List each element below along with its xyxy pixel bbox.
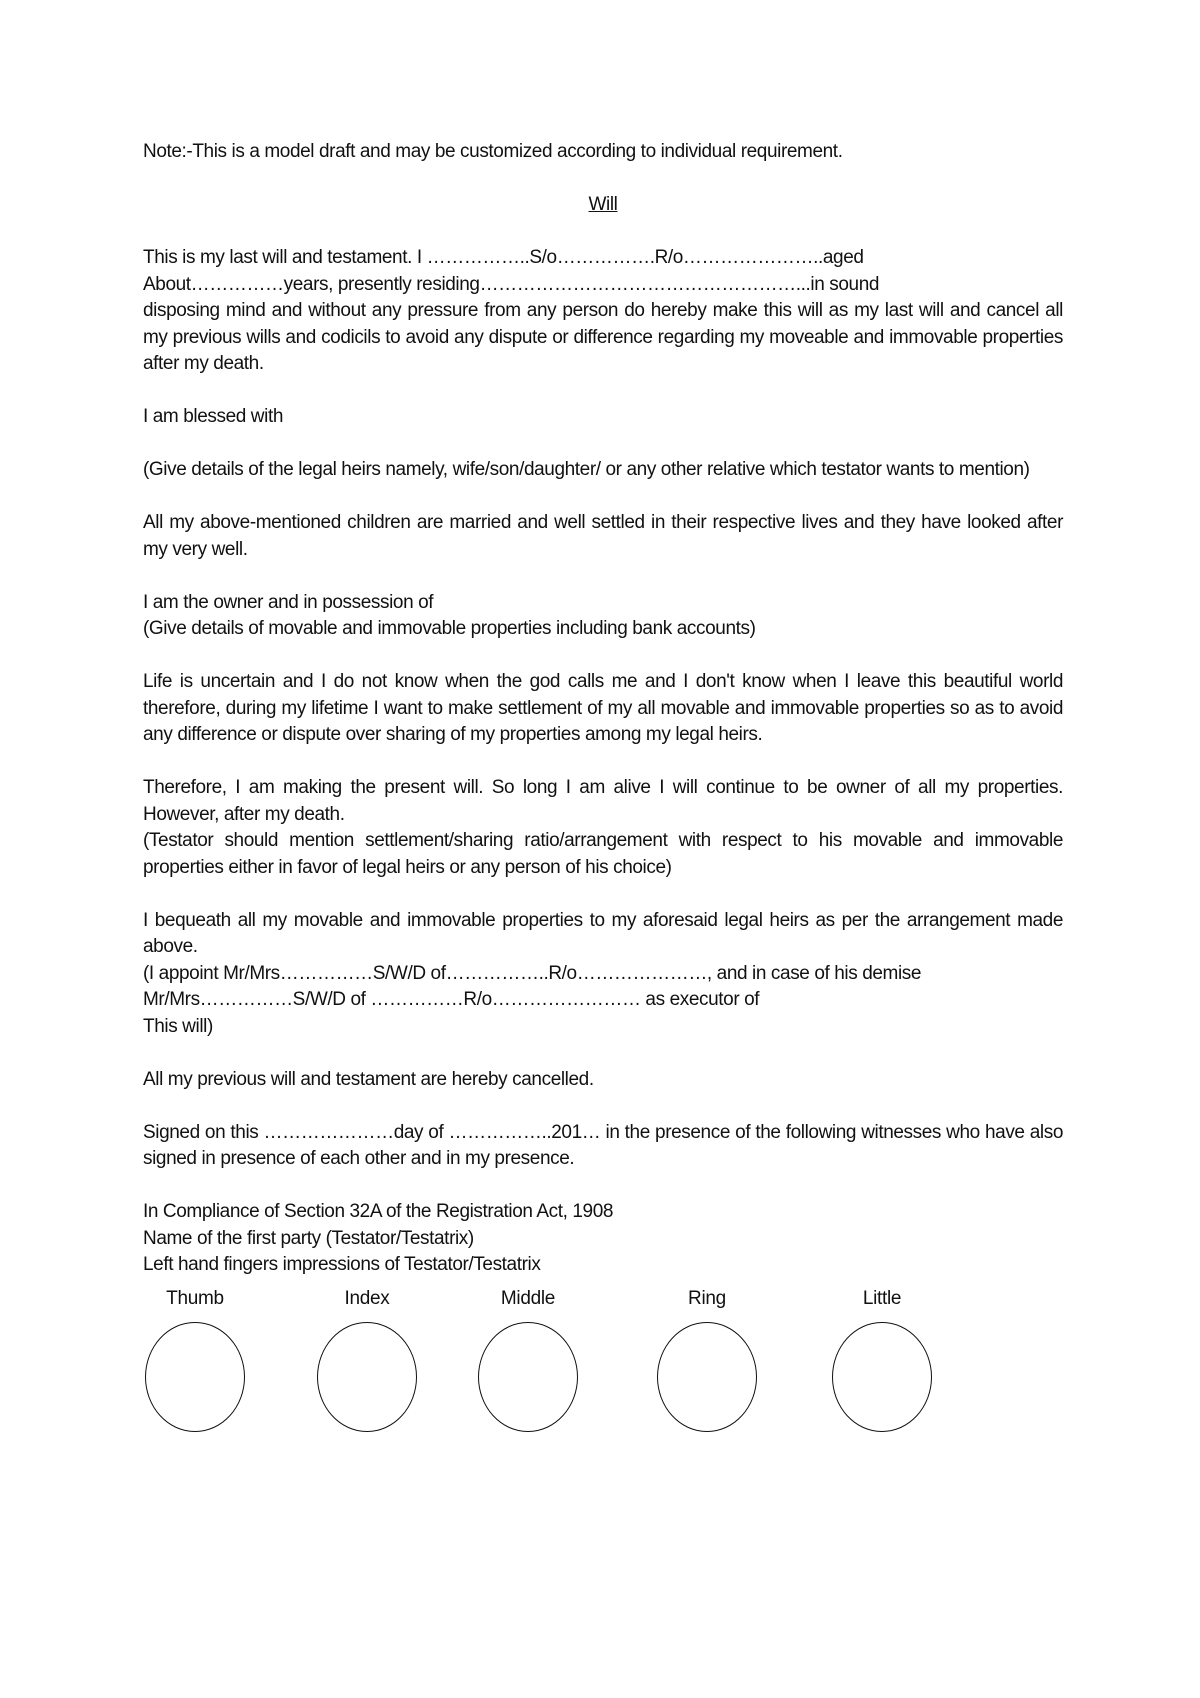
legal-heirs-instruction: (Give details of the legal heirs namely, wife/son/daughter/ or any other relative which testator wants to mention) xyxy=(143,459,1030,480)
document-body xyxy=(143,139,1063,1279)
blessed-with-line: I am blessed with xyxy=(143,406,283,427)
executor-line-2: Mr/Mrs……………S/W/D of ……………R/o…………………… as executor of xyxy=(143,989,760,1010)
finger-box-ring xyxy=(637,1288,777,1438)
finger-label-thumb: Thumb xyxy=(166,1288,224,1309)
intro-paragraph: disposing mind and without any pressure from any person do hereby make this will as my last will and cancel all my previous wills and codicils to avoid any dispute or difference regarding my moveable and immovable properties after my death. xyxy=(143,300,1063,374)
previous-wills-cancelled: All my previous will and testament are hereby cancelled. xyxy=(143,1068,594,1090)
finger-box-middle xyxy=(458,1288,598,1438)
property-details-instruction: (Give details of movable and immovable properties including bank accounts) xyxy=(143,618,756,639)
thumb-impression-circle xyxy=(145,1322,245,1432)
index-impression-circle xyxy=(317,1322,417,1432)
finger-box-little xyxy=(812,1288,952,1438)
model-draft-note: Note:-This is a model draft and may be customized according to individual requirement. xyxy=(143,141,843,162)
bequeath-paragraph: I bequeath all my movable and immovable properties to my aforesaid legal heirs as per the arrangement made above. xyxy=(143,909,1063,957)
life-uncertain-paragraph: Life is uncertain and I do not know when the god calls me and I don't know when I leave this beautiful world therefore, during my lifetime I want to make settlement of my all movable and immovable properties so as to avoid any difference or dispute over sharing of my properties among my legal heirs. xyxy=(143,671,1063,745)
document-title: Will xyxy=(588,193,618,215)
ring-impression-circle xyxy=(657,1322,757,1432)
signing-paragraph: Signed on this …………………day of ……………..201… in the presence of the following witnesses who have also signed in presence of each other and in my presence. xyxy=(143,1121,1063,1169)
little-impression-circle xyxy=(832,1322,932,1432)
middle-impression-circle xyxy=(478,1322,578,1432)
present-will-paragraph: Therefore, I am making the present will. So long I am alive I will continue to be owner of all my properties. However, after my death. xyxy=(143,777,1063,825)
executor-line-3: This will) xyxy=(143,1015,213,1037)
executor-line-1: (I appoint Mr/Mrs……………S/W/D of……………..R/o…………………, and in case of his demise xyxy=(143,962,922,984)
settlement-instruction: (Testator should mention settlement/sharing ratio/arrangement with respect to his movable and immovable properties either in favor of legal heirs or any person of his choice) xyxy=(143,830,1063,878)
finger-label-middle: Middle xyxy=(500,1288,556,1309)
finger-impression-row xyxy=(0,1288,1200,1448)
finger-box-thumb xyxy=(125,1288,265,1438)
children-paragraph: All my above-mentioned children are married and well settled in their respective lives and they have looked after my very well. xyxy=(143,512,1063,560)
finger-label-ring: Ring xyxy=(688,1288,726,1309)
compliance-line: In Compliance of Section 32A of the Registration Act, 1908 xyxy=(143,1201,614,1222)
intro-line-1: This is my last will and testament. I ……………..S/o…………….R/o…………………..aged xyxy=(143,247,864,268)
ownership-line: I am the owner and in possession of xyxy=(143,591,434,613)
finger-label-little: Little xyxy=(862,1288,902,1309)
finger-label-index: Index xyxy=(344,1288,390,1309)
first-party-name-line: Name of the first party (Testator/Testatrix) xyxy=(143,1227,474,1249)
intro-line-2: About……………years, presently residing……………………………………………...in sound xyxy=(143,273,880,295)
finger-box-index xyxy=(297,1288,437,1438)
finger-impressions-heading: Left hand fingers impressions of Testator/Testatrix xyxy=(143,1254,541,1275)
